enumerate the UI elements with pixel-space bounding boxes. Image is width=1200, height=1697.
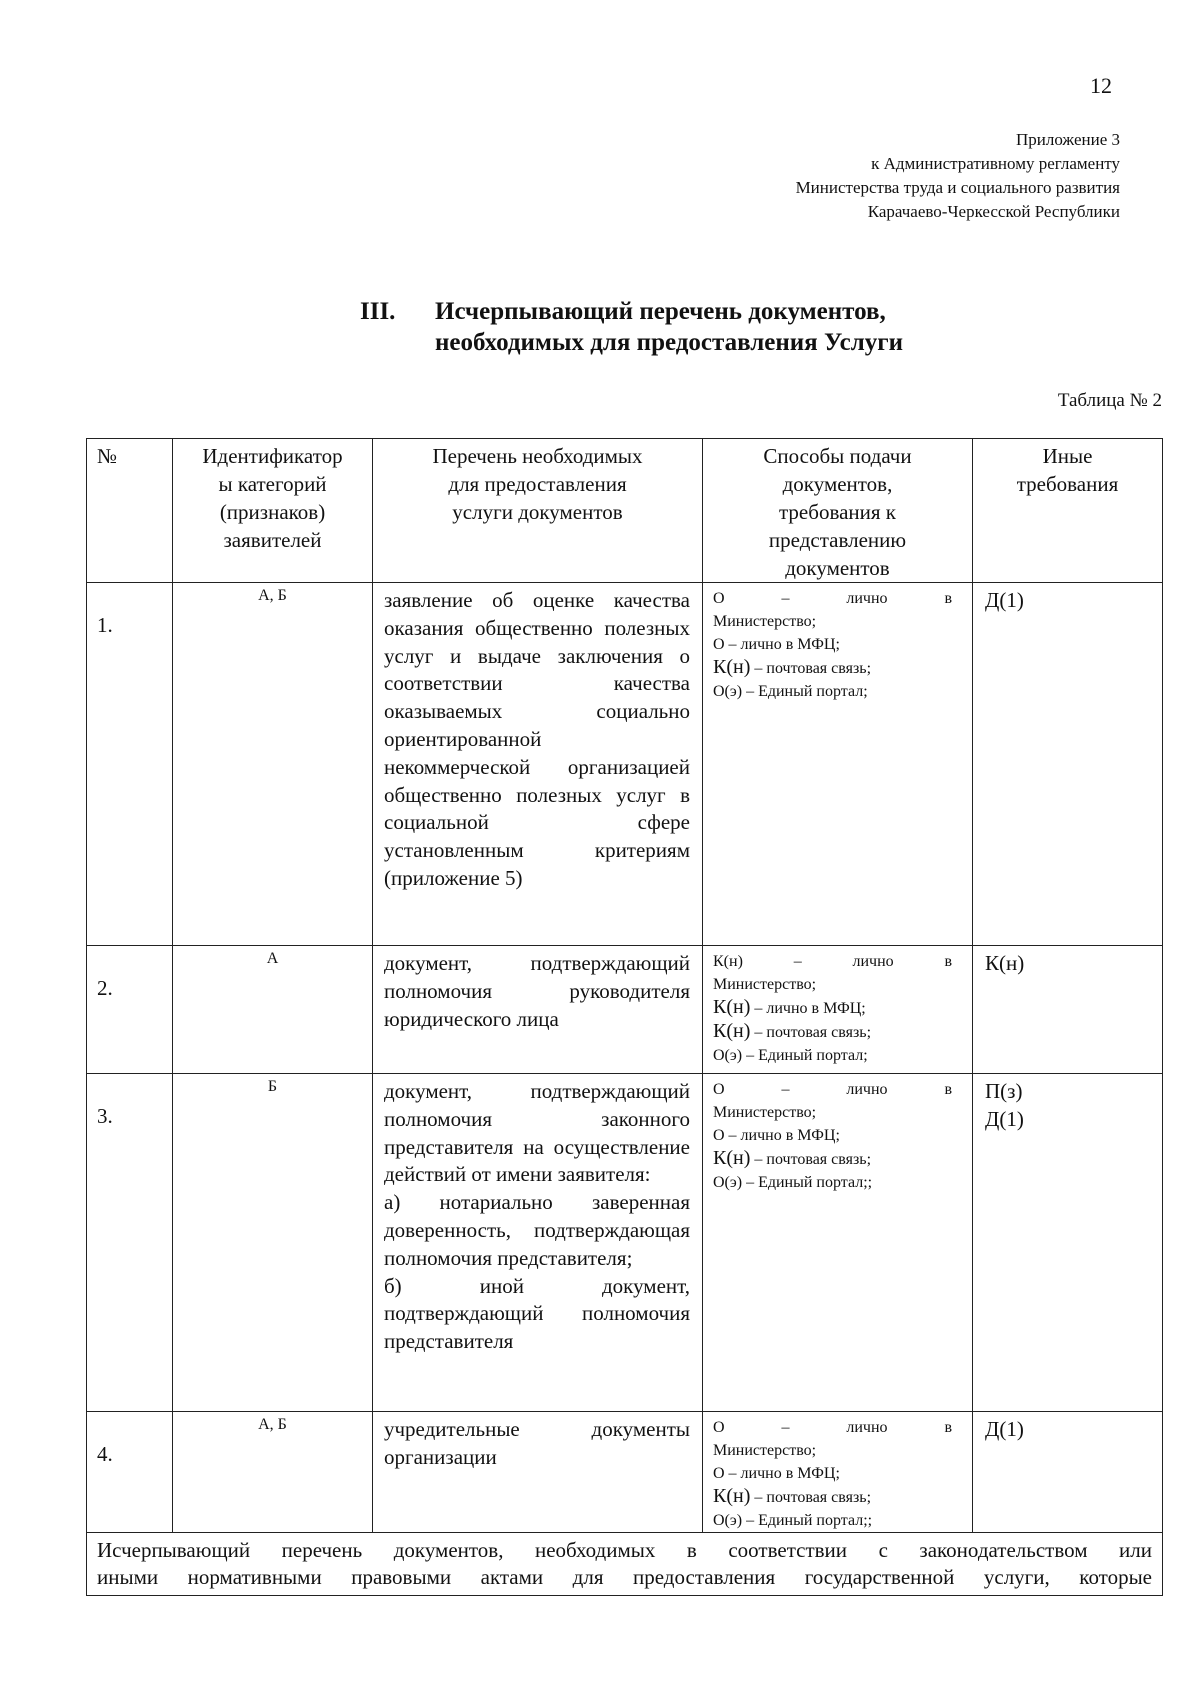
table-row (87, 1074, 1163, 1412)
appendix-line: Приложение 3 (1016, 130, 1120, 149)
way-line: О(э) – Единый портал;; (713, 1512, 873, 1529)
way-line: О(э) – Единый портал; (713, 1047, 868, 1064)
submission-ways (703, 1412, 973, 1533)
document-paragraph: а) нотариально заверенная доверенность, подтверждающая полномочия представителя; (384, 1190, 690, 1270)
document-paragraph: документ, подтверждающий полномочия законного представителя на осуществление действий от имени заявителя: (384, 1079, 690, 1187)
header-line: заявителей (223, 528, 322, 552)
header-line: требования (1016, 472, 1119, 496)
way-line: О – лично в МФЦ; (713, 1127, 840, 1144)
applicant-category: А (173, 946, 373, 1074)
applicant-category: Б (173, 1074, 373, 1412)
way-line: О(э) – Единый портал; (713, 683, 868, 700)
footer-line: иными нормативными правовыми актами для предоставления государственной услуги, которые (97, 1565, 1152, 1589)
header-line: требования к (779, 500, 896, 524)
table-row (87, 946, 1163, 1074)
way-text: – почтовая связь; (750, 1151, 872, 1168)
way-code: К(н) (713, 996, 751, 1018)
header-line: Идентификатор (202, 444, 343, 468)
way-line: О – лично в (713, 1419, 952, 1436)
header-line: ы категорий (218, 472, 327, 496)
header-line: услуги документов (452, 500, 623, 524)
footer-note (87, 1533, 1163, 1596)
header-line: Способы подачи (763, 444, 912, 468)
header-submission-ways (703, 439, 973, 583)
appendix-line: к Административному регламенту (871, 154, 1120, 173)
document-description: учредительные документы организации (373, 1412, 703, 1533)
requirement-code: П(з) (985, 1079, 1023, 1103)
submission-ways (703, 583, 973, 946)
applicant-category: А, Б (173, 1412, 373, 1533)
header-line: документов (785, 556, 890, 580)
section-title-line: необходимых для предоставления Услуги (435, 329, 903, 356)
header-identifiers (173, 439, 373, 583)
way-line (713, 996, 952, 1020)
header-line: Перечень необходимых (432, 444, 643, 468)
header-line: (признаков) (219, 500, 326, 524)
way-line: О – лично в МФЦ; (713, 1465, 840, 1482)
way-line: Министерство; (713, 976, 817, 993)
submission-ways (703, 1074, 973, 1412)
section-number: III. (360, 298, 396, 325)
way-code: К(н) (713, 1020, 751, 1042)
header-line: представлению (768, 528, 907, 552)
footer-line: Исчерпывающий перечень документов, необходимых в соответствии с законодательством или (97, 1538, 1152, 1562)
other-requirements: Д(1) (973, 583, 1163, 946)
row-number: 1. (87, 583, 173, 946)
page-number: 12 (1090, 73, 1112, 98)
row-number: 3. (87, 1074, 173, 1412)
way-line: Министерство; (713, 1104, 817, 1121)
document-description (373, 1074, 703, 1412)
section-title-line: Исчерпывающий перечень документов, (435, 298, 886, 325)
way-line (713, 1020, 952, 1044)
way-line (713, 656, 952, 680)
other-requirements: К(н) (973, 946, 1163, 1074)
table-row (87, 1412, 1163, 1533)
table-row (87, 583, 1163, 946)
appendix-note (796, 128, 1120, 224)
document-description: документ, подтверждающий полномочия руководителя юридического лица (373, 946, 703, 1074)
table-header-row (87, 439, 1163, 583)
way-code: К(н) (713, 656, 751, 678)
document-description: заявление об оценке качества оказания общественно полезных услуг и выдаче заключения о соответствии качества оказываемых социально ориентированной некоммерческой организацией общественно полезных услуг в социальной сфере установленным критериям (приложение 5) (373, 583, 703, 946)
way-text: – лично в МФЦ; (750, 1000, 866, 1017)
way-line (713, 1485, 952, 1509)
document-paragraph: б) иной документ, подтверждающий полномочия представителя (384, 1273, 690, 1354)
table-label: Таблица № 2 (1057, 390, 1162, 411)
header-documents (373, 439, 703, 583)
way-line: О(э) – Единый портал;; (713, 1174, 873, 1191)
other-requirements: Д(1) (973, 1412, 1163, 1533)
way-text: – почтовая связь; (750, 660, 872, 677)
applicant-category: А, Б (173, 583, 373, 946)
way-text: – почтовая связь; (750, 1489, 872, 1506)
way-line: О – лично в (713, 590, 952, 607)
table-footer-row (87, 1533, 1163, 1596)
row-number: 2. (87, 946, 173, 1074)
way-line (713, 1147, 952, 1171)
way-line: К(н) – лично в (713, 953, 952, 970)
requirement-code: Д(1) (985, 1106, 1024, 1131)
way-line: О – лично в МФЦ; (713, 636, 840, 653)
submission-ways (703, 946, 973, 1074)
appendix-line: Карачаево-Черкесской Республики (867, 202, 1120, 221)
other-requirements (973, 1074, 1163, 1412)
way-line: О – лично в (713, 1081, 952, 1098)
header-num: № (87, 439, 173, 583)
way-line: Министерство; (713, 613, 817, 630)
way-line: Министерство; (713, 1442, 817, 1459)
section-heading (360, 296, 903, 358)
header-other-requirements (973, 439, 1163, 583)
header-line: для предоставления (448, 472, 627, 496)
way-code: К(н) (713, 1147, 751, 1169)
appendix-line: Министерства труда и социального развития (795, 178, 1120, 197)
row-number: 4. (87, 1412, 173, 1533)
documents-table (86, 438, 1163, 1596)
way-code: К(н) (713, 1485, 751, 1507)
header-line: документов, (782, 472, 893, 496)
way-text: – почтовая связь; (750, 1024, 872, 1041)
header-line: Иные (1042, 444, 1093, 468)
